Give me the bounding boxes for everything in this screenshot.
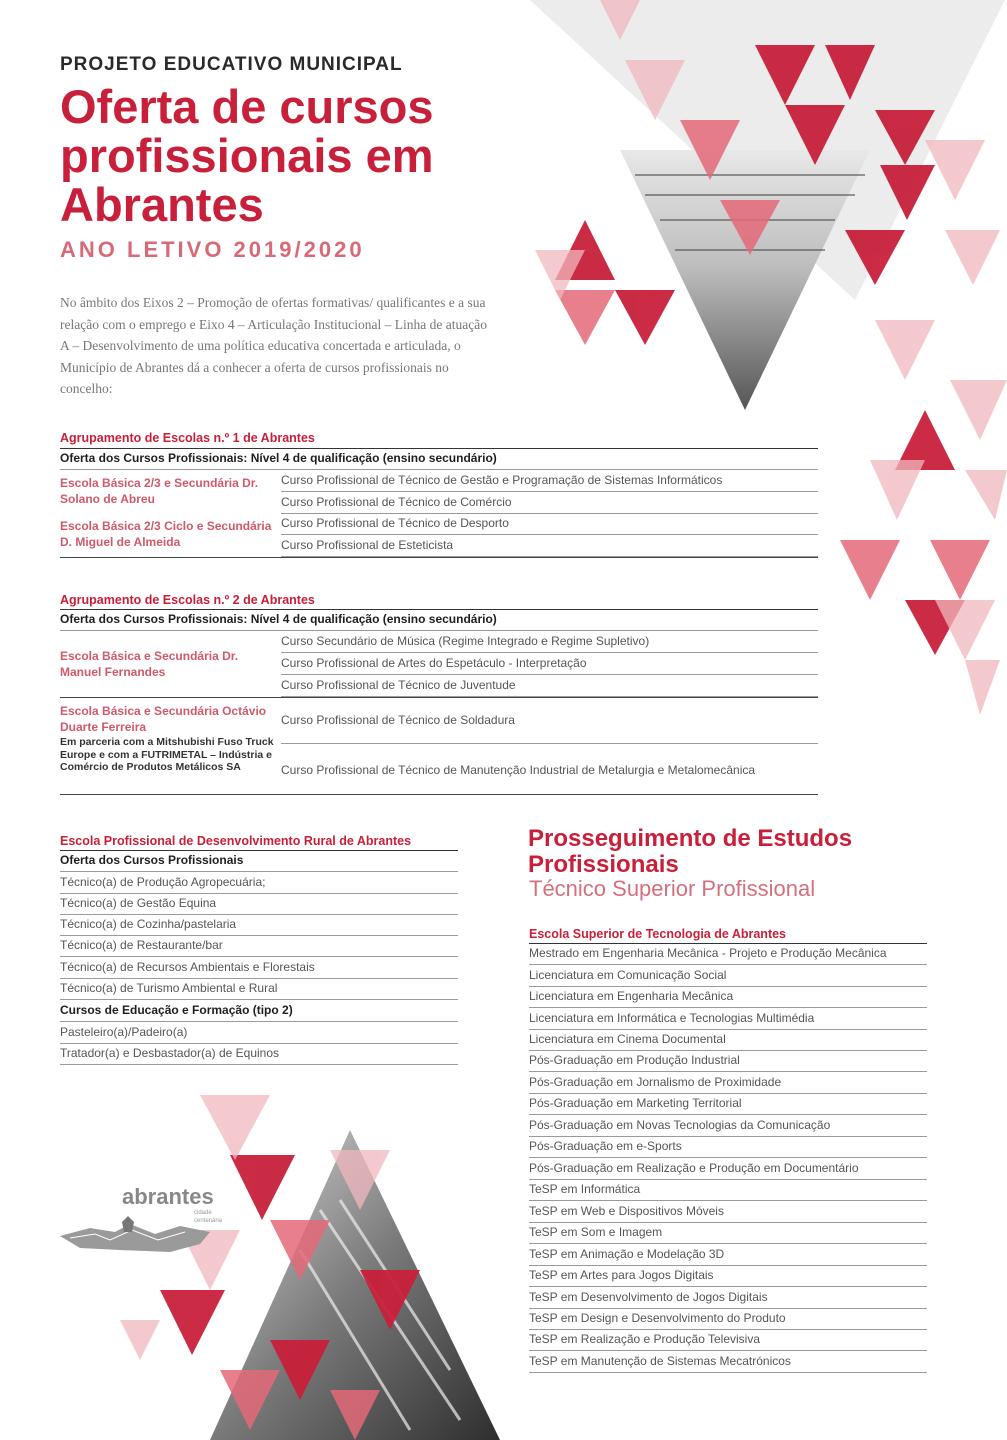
header xyxy=(60,50,530,265)
pros-course: Pós-Graduação em e-Sports xyxy=(529,1136,927,1158)
pros-course: Pós-Graduação em Jornalismo de Proximidade xyxy=(529,1072,927,1094)
rural-offer-heading: Oferta dos Cursos Profissionais xyxy=(60,850,458,872)
logo-wordmark: abrantes xyxy=(122,1184,214,1209)
group1-school-2: Escola Básica 2/3 Ciclo e Secundária D. Miguel de Almeida xyxy=(60,519,272,549)
cef-heading: Cursos de Educação e Formação (tipo 2) xyxy=(60,1000,458,1022)
pros-school-title: Escola Superior de Tecnologia de Abrantes xyxy=(529,927,787,941)
pros-course: TeSP em Animação e Modelação 3D xyxy=(529,1244,927,1266)
group1-title: Agrupamento de Escolas n.º 1 de Abrantes xyxy=(60,431,315,445)
pros-course: TeSP em Realização e Produção Televisiva xyxy=(529,1329,927,1351)
pros-course: TeSP em Informática xyxy=(529,1179,927,1201)
pros-course: Licenciatura em Comunicação Social xyxy=(529,965,927,987)
pros-course: Mestrado em Engenharia Mecânica - Projeto e Produção Mecânica xyxy=(529,943,927,965)
group2-school-1-course-2: Curso Profissional de Artes do Espetáculo - Interpretação xyxy=(281,653,818,675)
pros-course: Pós-Graduação em Marketing Territorial xyxy=(529,1093,927,1115)
divider xyxy=(60,794,818,795)
supertitle: PROJETO EDUCATIVO MUNICIPAL xyxy=(60,54,403,75)
group2-school-1: Escola Básica e Secundária Dr. Manuel Fernandes xyxy=(60,649,239,679)
pros-course: Pós-Graduação em Realização e Produção em Documentário xyxy=(529,1158,927,1180)
decorative-triangles-bottom xyxy=(120,1090,520,1440)
pros-course: TeSP em Desenvolvimento de Jogos Digitais xyxy=(529,1287,927,1309)
cef-course: Tratador(a) e Desbastador(a) de Equinos xyxy=(60,1043,458,1065)
pros-course: Licenciatura em Engenharia Mecânica xyxy=(529,986,927,1008)
rural-school-title: Escola Profissional de Desenvolvimento Rural de Abrantes xyxy=(60,834,412,848)
rural-course: Técnico(a) de Recursos Ambientais e Florestais xyxy=(60,957,458,979)
rural-course: Técnico(a) de Produção Agropecuária; xyxy=(60,872,458,894)
group1-school-1: Escola Básica 2/3 e Secundária Dr. Solano de Abreu xyxy=(60,476,259,506)
rural-course: Técnico(a) de Gestão Equina xyxy=(60,893,458,915)
pros-course: Licenciatura em Cinema Documental xyxy=(529,1029,927,1051)
group2-offer: Oferta dos Cursos Profissionais: Nível 4 de qualificação (ensino secundário) xyxy=(60,609,818,631)
abrantes-logo xyxy=(60,1184,230,1264)
group2-school-2-course-2: Curso Profissional de Técnico de Manutenção Industrial de Metalurgia e Metalomecânica xyxy=(281,763,756,777)
rural-course: Técnico(a) de Restaurante/bar xyxy=(60,935,458,957)
group2-school-1-course-3: Curso Profissional de Técnico de Juventude xyxy=(281,675,818,697)
group2-school-2-course-1: Curso Profissional de Técnico de Soldadura xyxy=(281,709,818,744)
group2-school-1-course-1: Curso Secundário de Música (Regime Integrado e Regime Supletivo) xyxy=(281,631,818,653)
pros-course: TeSP em Som e Imagem xyxy=(529,1222,927,1244)
group1-school-1-course-2: Curso Profissional de Técnico de Comércio xyxy=(281,492,818,514)
city-skyline-icon xyxy=(60,1214,210,1254)
rural-course: Técnico(a) de Cozinha/pastelaria xyxy=(60,914,458,936)
intro-paragraph: No âmbito dos Eixos 2 – Promoção de ofertas formativas/ qualificantes e a sua relação com o emprego e Eixo 4 – Articulação Institucional – Linha de atuação A – Desenvolvimento de uma política educativa concertada e articulada, o Município de Abrantes dá a conhecer a oferta de cursos profissionais no concelho: xyxy=(60,295,487,396)
group1-offer: Oferta dos Cursos Profissionais: Nível 4 de qualificação (ensino secundário) xyxy=(60,448,818,470)
partnership-note: Em parceria com a Mitshubishi Fuso Truck Europe e com a FUTRIMETAL – Indústria e Comércio de Produtos Metálicos SA xyxy=(60,736,274,773)
rural-course: Técnico(a) de Turismo Ambiental e Rural xyxy=(60,978,458,1000)
group2-title: Agrupamento de Escolas n.º 2 de Abrantes xyxy=(60,593,315,607)
divider xyxy=(60,557,818,558)
logo-tagline: cidade centenária xyxy=(194,1210,223,1224)
divider xyxy=(60,697,818,698)
page-title: Oferta de cursos profissionais em Abrantes xyxy=(60,80,434,231)
pros-course: Licenciatura em Informática e Tecnologias Multimédia xyxy=(529,1008,927,1030)
group1-school-2-course-1: Curso Profissional de Técnico de Desporto xyxy=(281,513,818,535)
pros-course: Pós-Graduação em Novas Tecnologias da Comunicação xyxy=(529,1115,927,1137)
pros-title: Prosseguimento de Estudos Profissionais xyxy=(528,825,853,878)
group2-school-2: Escola Básica e Secundária Octávio Duarte Ferreira xyxy=(60,704,267,734)
school-year: ANO LETIVO 2019/2020 xyxy=(60,237,365,262)
pros-course: TeSP em Design e Desenvolvimento do Produto xyxy=(529,1308,927,1330)
pros-course: TeSP em Manutenção de Sistemas Mecatrónicos xyxy=(529,1351,927,1373)
group1-school-1-course-1: Curso Profissional de Técnico de Gestão e Programação de Sistemas Informáticos xyxy=(281,470,818,492)
group1-school-2-course-2: Curso Profissional de Esteticista xyxy=(281,535,818,557)
pros-subtitle: Técnico Superior Profissional xyxy=(529,876,816,901)
cef-course: Pasteleiro(a)/Padeiro(a) xyxy=(60,1022,458,1044)
pros-course: Pós-Graduação em Produção Industrial xyxy=(529,1050,927,1072)
pros-course: TeSP em Artes para Jogos Digitais xyxy=(529,1265,927,1287)
pros-course: TeSP em Web e Dispositivos Móveis xyxy=(529,1201,927,1223)
